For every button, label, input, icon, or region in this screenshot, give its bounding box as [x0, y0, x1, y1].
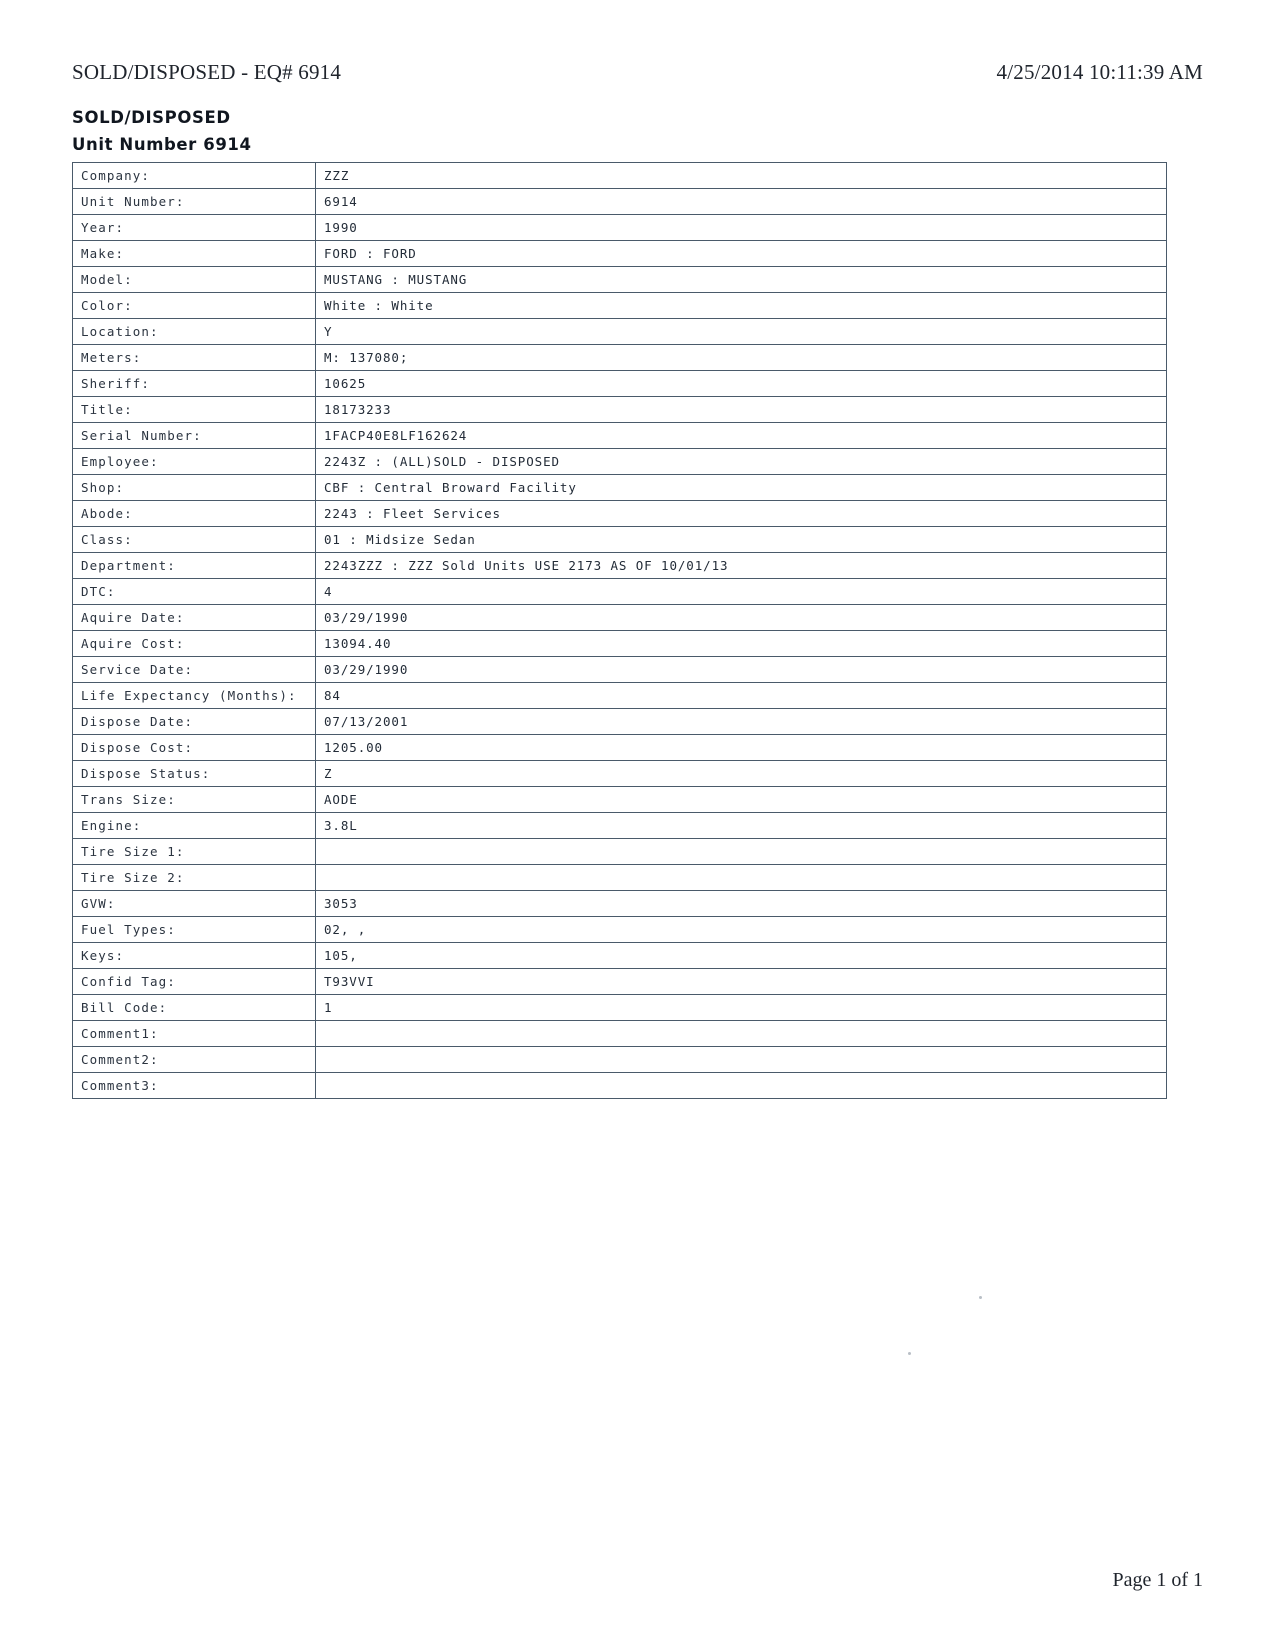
field-value — [316, 865, 1167, 891]
field-label: Tire Size 1: — [73, 839, 316, 865]
table-row — [73, 787, 1167, 813]
table-row — [73, 189, 1167, 215]
field-value — [316, 1021, 1167, 1047]
field-label: Abode: — [73, 501, 316, 527]
table-row — [73, 397, 1167, 423]
field-label: Keys: — [73, 943, 316, 969]
table-row — [73, 683, 1167, 709]
field-label: Life Expectancy (Months): — [73, 683, 316, 709]
table-row — [73, 943, 1167, 969]
field-label: Employee: — [73, 449, 316, 475]
field-label: Bill Code: — [73, 995, 316, 1021]
field-value — [316, 1047, 1167, 1073]
table-row — [73, 423, 1167, 449]
report-timestamp: 4/25/2014 10:11:39 AM — [996, 60, 1203, 84]
table-row — [73, 605, 1167, 631]
field-value: AODE — [316, 787, 1167, 813]
table-row — [73, 917, 1167, 943]
field-value: 3053 — [316, 891, 1167, 917]
field-label: Sheriff: — [73, 371, 316, 397]
table-row — [73, 241, 1167, 267]
field-label: DTC: — [73, 579, 316, 605]
field-label: Aquire Date: — [73, 605, 316, 631]
field-value: 105, — [316, 943, 1167, 969]
field-label: GVW: — [73, 891, 316, 917]
table-row — [73, 891, 1167, 917]
field-label: Make: — [73, 241, 316, 267]
table-row — [73, 345, 1167, 371]
field-value: 1205.00 — [316, 735, 1167, 761]
table-row — [73, 969, 1167, 995]
field-label: Service Date: — [73, 657, 316, 683]
field-value: 13094.40 — [316, 631, 1167, 657]
unit-detail-table — [72, 162, 1167, 1099]
field-value: 2243ZZZ : ZZZ Sold Units USE 2173 AS OF 10/01/13 — [316, 553, 1167, 579]
field-label: Dispose Status: — [73, 761, 316, 787]
field-value: ZZZ — [316, 163, 1167, 189]
table-row — [73, 709, 1167, 735]
table-row — [73, 579, 1167, 605]
table-row — [73, 553, 1167, 579]
field-value: 84 — [316, 683, 1167, 709]
detail-table-wrapper — [72, 162, 1167, 1099]
field-label: Engine: — [73, 813, 316, 839]
field-label: Confid Tag: — [73, 969, 316, 995]
report-title: SOLD/DISPOSED - EQ# 6914 — [72, 60, 342, 84]
field-value: 18173233 — [316, 397, 1167, 423]
table-row — [73, 813, 1167, 839]
field-label: Class: — [73, 527, 316, 553]
table-row — [73, 449, 1167, 475]
table-row — [73, 865, 1167, 891]
field-value: 2243 : Fleet Services — [316, 501, 1167, 527]
table-row — [73, 475, 1167, 501]
table-row — [73, 527, 1167, 553]
field-value: T93VVI — [316, 969, 1167, 995]
table-row — [73, 1047, 1167, 1073]
field-value: MUSTANG : MUSTANG — [316, 267, 1167, 293]
field-value: 3.8L — [316, 813, 1167, 839]
table-row — [73, 995, 1167, 1021]
table-row — [73, 1021, 1167, 1047]
field-label: Model: — [73, 267, 316, 293]
field-label: Dispose Cost: — [73, 735, 316, 761]
field-value: 2243Z : (ALL)SOLD - DISPOSED — [316, 449, 1167, 475]
field-label: Meters: — [73, 345, 316, 371]
field-value — [316, 839, 1167, 865]
field-value: 10625 — [316, 371, 1167, 397]
field-label: Aquire Cost: — [73, 631, 316, 657]
table-row — [73, 371, 1167, 397]
field-label: Title: — [73, 397, 316, 423]
field-label: Fuel Types: — [73, 917, 316, 943]
field-label: Dispose Date: — [73, 709, 316, 735]
field-label: Comment3: — [73, 1073, 316, 1099]
table-row — [73, 1073, 1167, 1099]
table-row — [73, 293, 1167, 319]
field-value: 1FACP40E8LF162624 — [316, 423, 1167, 449]
field-value: 02, , — [316, 917, 1167, 943]
field-label: Comment1: — [73, 1021, 316, 1047]
field-label: Year: — [73, 215, 316, 241]
table-row — [73, 839, 1167, 865]
field-label: Company: — [73, 163, 316, 189]
field-value: CBF : Central Broward Facility — [316, 475, 1167, 501]
scan-speck — [908, 1352, 911, 1355]
table-row — [73, 215, 1167, 241]
field-value: M: 137080; — [316, 345, 1167, 371]
field-value: FORD : FORD — [316, 241, 1167, 267]
table-row — [73, 319, 1167, 345]
field-label: Tire Size 2: — [73, 865, 316, 891]
field-value: 01 : Midsize Sedan — [316, 527, 1167, 553]
section-heading: SOLD/DISPOSED — [72, 108, 231, 127]
table-row — [73, 163, 1167, 189]
field-value: Z — [316, 761, 1167, 787]
page-number: Page 1 of 1 — [1112, 1569, 1203, 1591]
field-label: Serial Number: — [73, 423, 316, 449]
field-label: Location: — [73, 319, 316, 345]
field-label: Comment2: — [73, 1047, 316, 1073]
field-value — [316, 1073, 1167, 1099]
page-header — [72, 60, 1203, 85]
table-row — [73, 657, 1167, 683]
field-value: 1990 — [316, 215, 1167, 241]
field-label: Shop: — [73, 475, 316, 501]
field-value: 1 — [316, 995, 1167, 1021]
field-value: 4 — [316, 579, 1167, 605]
table-row — [73, 735, 1167, 761]
field-value: 6914 — [316, 189, 1167, 215]
scan-speck — [979, 1296, 982, 1299]
field-label: Unit Number: — [73, 189, 316, 215]
table-row — [73, 501, 1167, 527]
table-row — [73, 267, 1167, 293]
field-value: White : White — [316, 293, 1167, 319]
section-subheading: Unit Number 6914 — [72, 135, 252, 154]
field-value: 07/13/2001 — [316, 709, 1167, 735]
field-value: 03/29/1990 — [316, 657, 1167, 683]
field-label: Color: — [73, 293, 316, 319]
field-value: Y — [316, 319, 1167, 345]
field-value: 03/29/1990 — [316, 605, 1167, 631]
field-label: Trans Size: — [73, 787, 316, 813]
table-row — [73, 761, 1167, 787]
field-label: Department: — [73, 553, 316, 579]
table-row — [73, 631, 1167, 657]
